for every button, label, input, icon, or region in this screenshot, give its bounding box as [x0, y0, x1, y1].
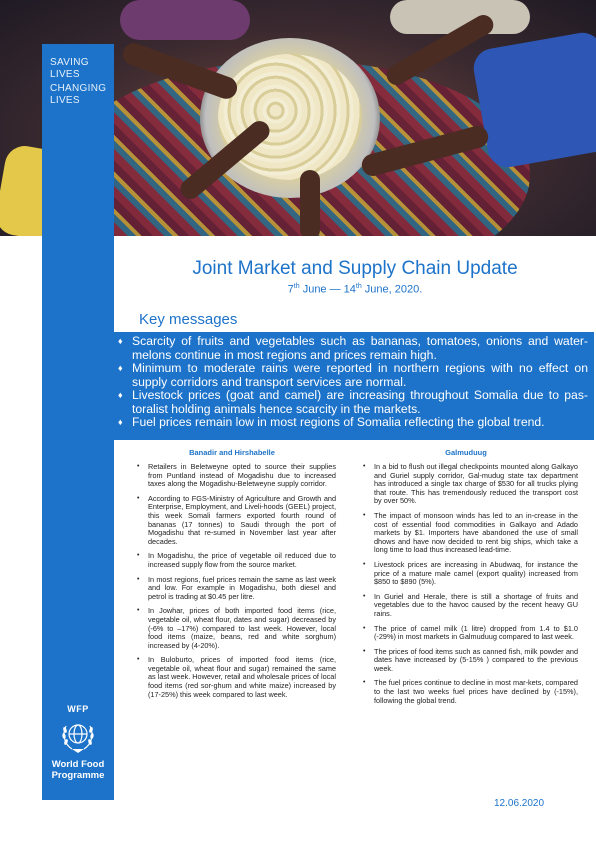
bullet-icon: • — [137, 656, 140, 664]
column-galmuduug — [362, 448, 578, 711]
list-item-text: According to FGS-Ministry of Agriculture and Growth and Enterprise, Employment, and Liveli-hoods (GEEL) project, this week Somali farmers exported fourth round of bananas (17 tonnes) to Saudi through the port of Mogadishu that re-sumed in November last year after decades. — [148, 493, 336, 546]
list-item-text: Retailers in Beletweyne opted to source their supplies from Puntland instead of Mogadishu due to increased taxes along the Mogadishu-Beletweyne supply corridor. — [148, 462, 336, 489]
list-item — [362, 512, 578, 555]
list-item — [136, 576, 336, 602]
slogan-line: LIVES — [50, 69, 80, 80]
list-item — [362, 561, 578, 587]
wfp-abbr: WFP — [67, 704, 89, 714]
list-item — [362, 463, 578, 506]
column-heading: Galmuduug — [445, 448, 487, 457]
list-item — [362, 679, 578, 705]
slogan-line: SAVING — [50, 57, 89, 68]
diamond-bullet-icon: ♦ — [118, 417, 123, 427]
list-item — [136, 495, 336, 547]
wfp-name-line: World Food — [51, 759, 105, 770]
bullet-icon: • — [137, 575, 140, 583]
diamond-bullet-icon: ♦ — [118, 363, 123, 373]
wfp-name-line: Programme — [51, 770, 105, 781]
bullet-icon: • — [137, 463, 140, 470]
list-item-text: In most regions, fuel prices remain the same as last week and low. For example in Mogadishu, both diesel and petrol is trading at $0.45 per litre. — [148, 574, 336, 601]
list-item-text: In a bid to flush out illegal checkpoints mounted along Galkayo and Guriel supply corridor, Gal-mudug state tax department has introduced a single tax charge of $530 for all trucks plying that route. This has tremendously reduced the transport cost by over 50%. — [374, 462, 578, 506]
bullet-icon: • — [363, 592, 366, 600]
bullet-icon: • — [363, 679, 366, 687]
end-suffix: th — [355, 283, 362, 290]
bullet-icon: • — [363, 560, 366, 568]
slogan-line: LIVES — [50, 95, 80, 106]
bullet-icon: • — [137, 552, 140, 560]
list-item — [136, 463, 336, 489]
wfp-logo — [42, 704, 114, 781]
bullet-icon: • — [363, 624, 366, 632]
key-messages-box — [114, 332, 594, 440]
date-end: June, 2020. — [361, 283, 423, 296]
key-messages-list — [118, 335, 588, 430]
diamond-bullet-icon: ♦ — [118, 336, 123, 346]
key-messages-title: Key messages — [139, 311, 238, 328]
page-title: Joint Market and Supply Chain Update — [192, 258, 518, 279]
column-heading: Banadir and Hirshabelle — [189, 448, 275, 457]
list-item-text: In Mogadishu, the price of vegetable oil reduced due to increased supply flow from the source market. — [148, 551, 336, 569]
bullet-list — [362, 463, 578, 705]
start-day: 7 — [287, 283, 294, 296]
arm — [300, 170, 320, 236]
slogan-line: CHANGING — [50, 83, 107, 94]
list-item-text: The price of camel milk (1 litre) dropped from 1.4 to $1.0 (-29%) in most markets in Galmuduug compared to last week. — [374, 623, 578, 642]
key-message — [118, 416, 588, 430]
publication-date: 12.06.2020 — [494, 798, 545, 809]
bullet-icon: • — [363, 511, 366, 519]
date-middle: June — 14 — [299, 283, 356, 296]
key-message-text: Livestock prices (goat and camel) are increasing throughout Somalia due to pas-toralist holding animals hence scarcity in the markets. — [132, 388, 588, 416]
start-suffix: th — [293, 283, 300, 290]
list-item-text: Livestock prices are increasing in Abudwaq, for instance the price of a mature male camel (export quality) increased from $850 to $890 (5%). — [374, 559, 578, 587]
list-item-text: In Jowhar, prices of both imported food items (rice, vegetable oil, wheat flour, dates and sugar) decreased by (-6% to –17%) compared to last week. However, local food items (maize, beans, red and white sorghum) increased by (4-20%). — [148, 606, 336, 650]
list-item — [136, 552, 336, 569]
slogan — [50, 57, 106, 107]
clothing-blue — [471, 30, 596, 171]
list-item-text: The prices of food items such as canned fish, milk powder and dates have increased by (5-15% ) compared to the previous week. — [374, 646, 578, 673]
list-item-text: The impact of monsoon winds has led to an in-crease in the cost of essential food commodities in Galkayo and Adado markets by $1. Importers have abandoned the use of small dhows and have now decided to rent big ships, which take a long time to load thus increased lead-time. — [374, 510, 578, 555]
key-message-text: Fuel prices remain low in most regions of Somalia reflecting the global trend. — [132, 415, 545, 429]
food-pile — [218, 54, 362, 180]
wfp-emblem-icon — [58, 716, 98, 756]
key-message — [118, 389, 588, 416]
list-item-text: The fuel prices continue to decline in most mar-kets, compared to the last two weeks fuel prices have declined by (-15%), following the global trend. — [374, 678, 578, 705]
key-message — [118, 335, 588, 362]
key-message-text: Scarcity of fruits and vegetables such as bananas, tomatoes, onions and water-melons continue in most regions and prices remain high. — [132, 334, 588, 362]
date-range — [114, 283, 596, 296]
list-item — [362, 593, 578, 619]
clothing-purple — [120, 0, 250, 40]
list-item — [362, 625, 578, 642]
bullet-list — [136, 463, 336, 699]
bullet-icon: • — [363, 647, 366, 655]
list-item — [362, 648, 578, 674]
key-message-text: Minimum to moderate rains were reported in northern regions with no effect on supply corridors and transport services are normal. — [132, 361, 588, 389]
list-item-text: In Guriel and Herale, there is still a shortage of fruits and vegetables due to the havoc caused by the recent heavy GU rains. — [374, 591, 578, 618]
list-item-text: In Buloburto, prices of imported food items (rice, vegetable oil, wheat flour and sugar) remained the same as last week. However, retail and wholesale prices of local food items (red sor-ghum and white maize) increased by (17-25%) this week compared to last week. — [148, 655, 336, 699]
bullet-icon: • — [363, 463, 366, 470]
diamond-bullet-icon: ♦ — [118, 390, 123, 400]
wfp-name — [42, 759, 114, 781]
side-band — [42, 44, 114, 800]
bullet-icon: • — [137, 494, 140, 502]
key-message — [118, 362, 588, 389]
list-item — [136, 607, 336, 650]
bullet-icon: • — [137, 607, 140, 615]
column-banadir-hirshabelle — [136, 448, 336, 705]
list-item — [136, 656, 336, 699]
